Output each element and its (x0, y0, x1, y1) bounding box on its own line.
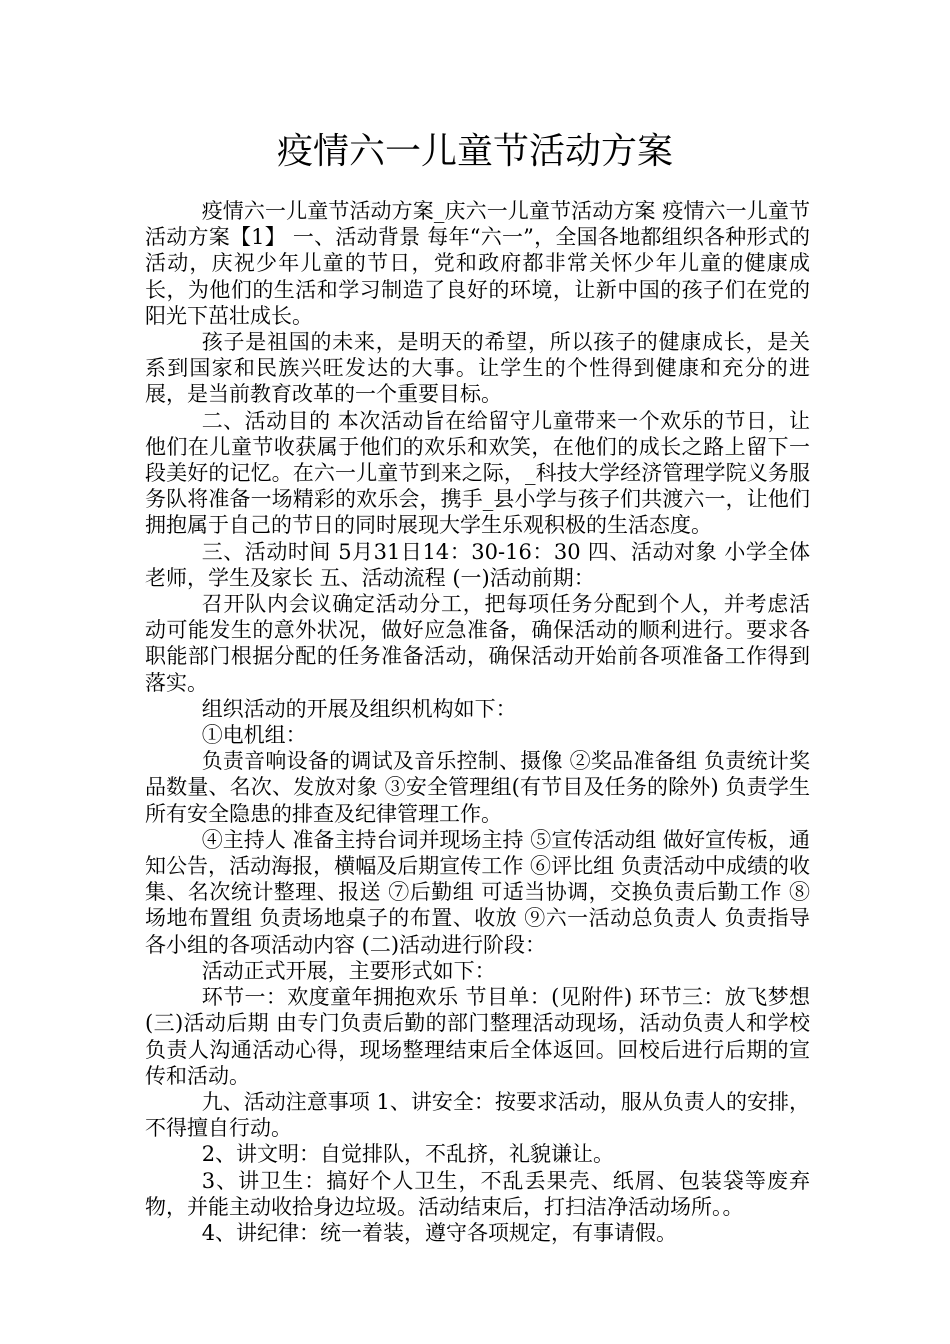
document-body (145, 198, 810, 1246)
paragraph-time-target-flow: 三、活动时间 5月31日14：30-16：30 四、活动对象 小学全体老师，学生及家长 五、活动流程 (一)活动前期： (145, 539, 810, 590)
paragraph-group-duties-1: 负责音响设备的调试及音乐控制、摄像 ②奖品准备组 负责统计奖品数量、名次、发放对象 ③安全管理组(有节目及任务的除外) 负责学生所有安全隐患的排查及纪律管理工作。 (145, 749, 810, 826)
paragraph-notes-discipline: 4、讲纪律：统一着装，遵守各项规定，有事请假。 (201, 1220, 678, 1245)
paragraph-notes-safety: 九、活动注意事项 1、讲安全：按要求活动，服从负责人的安排，不得擅自行动。 (145, 1089, 810, 1141)
paragraph-sessions: 环节一：欢度童年拥抱欢乐 节目单：(见附件) 环节三：放飞梦想 (三)活动后期 由专门负责后勤的部门整理活动现场，活动负责人和学校负责人沟通活动心得，现场整理结束后全体返回。回校后进行后期的宣传和活动。 (145, 985, 810, 1088)
paragraph-notes-civility: 2、讲文明：自觉排队，不乱挤，礼貌谦让。 (201, 1142, 615, 1167)
paragraph-group-duties-2: ④主持人 准备主持台词并现场主持 ⑤宣传活动组 做好宣传板，通知公告，活动海报，横幅及后期宣传工作 ⑥评比组 负责活动中成绩的收集、名次统计整理、报送 ⑦后勤组 可适当协调，交换负责后勤工作 ⑧场地布置组 负责场地桌子的布置、收放 ⑨六一活动总负责人 负责指导各小组的各项活动内容 (二)活动进行阶段： (145, 827, 810, 957)
paragraph-background: 疫情六一儿童节活动方案_庆六一儿童节活动方案 疫情六一儿童节活动方案【1】 一、活动背景 每年“六一”，全国各地都组织各种形式的活动，庆祝少年儿童的节日，党和政府都非常关怀少年儿童的健康成长，为他们的生活和学习制造了良好的环境，让新中国的孩子们在党的阳光下茁壮成长。 (145, 199, 810, 328)
paragraph-team-meeting: 召开队内会议确定活动分工，把每项任务分配到个人，并考虑活动可能发生的意外状况，做好应急准备，确保活动的顺利进行。要求各职能部门根据分配的任务准备活动，确保活动开始前各项准备工作得到落实。 (145, 592, 810, 695)
paragraph-purpose: 二、活动目的 本次活动旨在给留守儿童带来一个欢乐的节日，让他们在儿童节收获属于他们的欢乐和欢笑，在他们的成长之路上留下一段美好的记忆。在六一儿童节到来之际，_科技大学经济管理学院义务服务队将准备一场精彩的欢乐会，携手_县小学与孩子们共渡六一，让他们拥抱属于自己的节日的同时展现大学生乐观积极的生活态度。 (145, 408, 810, 538)
paragraph-activity-form: 活动正式开展，主要形式如下： (201, 958, 496, 983)
paragraph-children-future: 孩子是祖国的未来，是明天的希望，所以孩子的健康成长，是关系到国家和民族兴旺发达的大事。让学生的个性得到健康和充分的进展，是当前教育改革的一个重要目标。 (145, 330, 810, 407)
paragraph-equipment-group: ①电机组： (201, 723, 307, 748)
paragraph-organization-intro: 组织活动的开展及组织机构如下： (201, 696, 517, 721)
paragraph-notes-hygiene: 3、讲卫生：搞好个人卫生，不乱丢果壳、纸屑、包装袋等废弃物，并能主动收拾身边垃圾。活动结束后，打扫洁净活动场所。。 (145, 1168, 810, 1219)
document-title: 疫情六一儿童节活动方案 (276, 131, 673, 172)
